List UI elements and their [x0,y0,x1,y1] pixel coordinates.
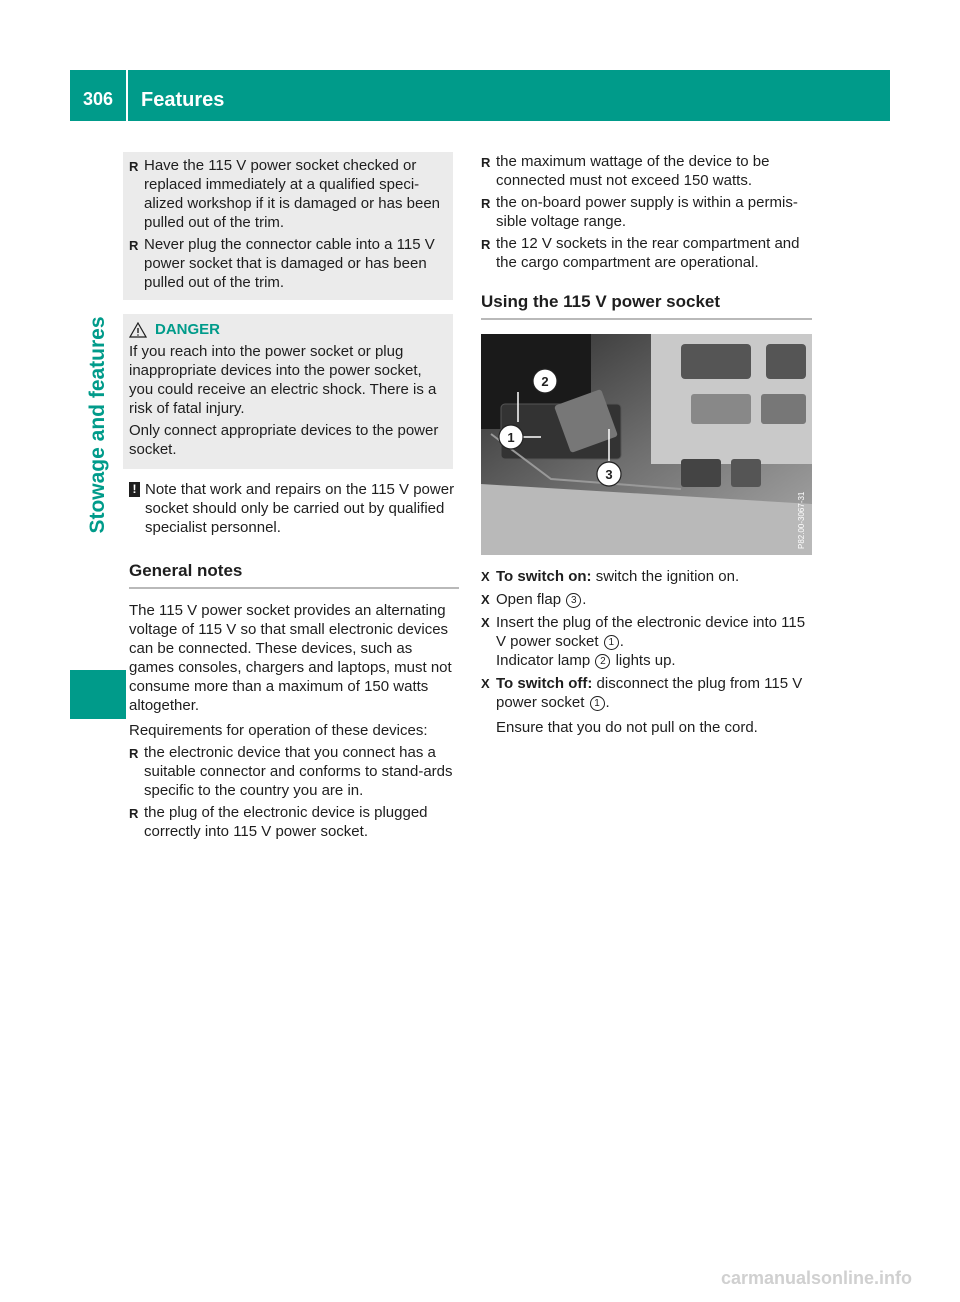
power-socket-photo [481,334,812,555]
step-switch-on: X To switch on: switch the ignition on. [481,568,740,585]
section-heading: Using the 115 V power socket [481,292,812,320]
list-item: R the maximum wattage of the device to be connected must not exceed 150 watts. [481,153,770,189]
svg-text:3: 3 [605,467,613,482]
paragraph: The 115 V power socket provides an alternating voltage of 115 V so that small electronic devices can be connected. These devices, such as games consoles, chargers and laptops, must not consume more than a maximum of 150 watts altogether. [129,602,452,714]
page-title: Features [141,89,225,111]
callout-ref: 1 [590,696,605,711]
danger-box [123,314,453,469]
side-tab [70,131,126,719]
note-text: Note that work and repairs on the 115 V power socket should only be carried out by qualified specialist personnel. [145,481,455,536]
step-switch-off: X To switch off: disconnect the plug from 115 V power socket 1 . [481,675,803,711]
danger-text: If you reach into the power socket or plug inappropriate devices into the power socket, you could receive an electric shock. There is a risk of fatal injury. [129,343,437,417]
callout-ref: 2 [595,654,610,669]
step-insert-plug: X Insert the plug of the electronic device into 115 V power socket 1 . Indicator lamp 2 lights up. [481,614,806,669]
paragraph: Ensure that you do not pull on the cord. [496,719,758,736]
list-item: R the on-board power supply is within a permis-sible voltage range. [481,194,798,230]
list-item: R the 12 V sockets in the rear compartment and the cargo compartment are operational. [481,235,800,271]
danger-heading [129,320,447,339]
list-item: R Never plug the connector cable into a 115 V power socket that is damaged or has been pulled out of the trim. [129,236,435,291]
left-column [129,152,459,841]
page-number: 306 [82,89,114,109]
figure-code: P82.00-3067-31 [797,491,806,549]
side-tab-marker [70,670,126,719]
note [129,480,459,537]
svg-text:2: 2 [541,374,549,389]
svg-text:1: 1 [507,430,515,445]
list-item: R the plug of the electronic device is plugged correctly into 115 V power socket. [129,804,428,840]
step-open-flap: X Open flap 3 . [481,591,587,608]
danger-text: Only connect appropriate devices to the power socket. [129,422,439,458]
paragraph: Requirements for operation of these devices: [129,722,428,739]
section-heading: General notes [129,561,459,589]
list-item: R the electronic device that you connect has a suitable connector and conforms to stand-ards specific to the country you are in. [129,744,453,799]
danger-label: DANGER [155,321,221,338]
callout-ref: 1 [604,635,619,650]
power-socket-illustration [481,334,812,555]
list-item: R Have the 115 V power socket checked or replaced immediately at a qualified speci-alized workshop if it is damaged or has been pulled out of the trim. [129,157,441,231]
header-divider [126,70,128,121]
callout-ref: 3 [566,593,581,608]
side-tab-label: Stowage and features [86,316,109,534]
warning-triangle-icon [129,322,147,338]
right-column [481,152,812,737]
warning-box [123,152,453,300]
watermark: carmanualsonline.info [720,1268,912,1288]
note-icon: ! [129,482,140,497]
